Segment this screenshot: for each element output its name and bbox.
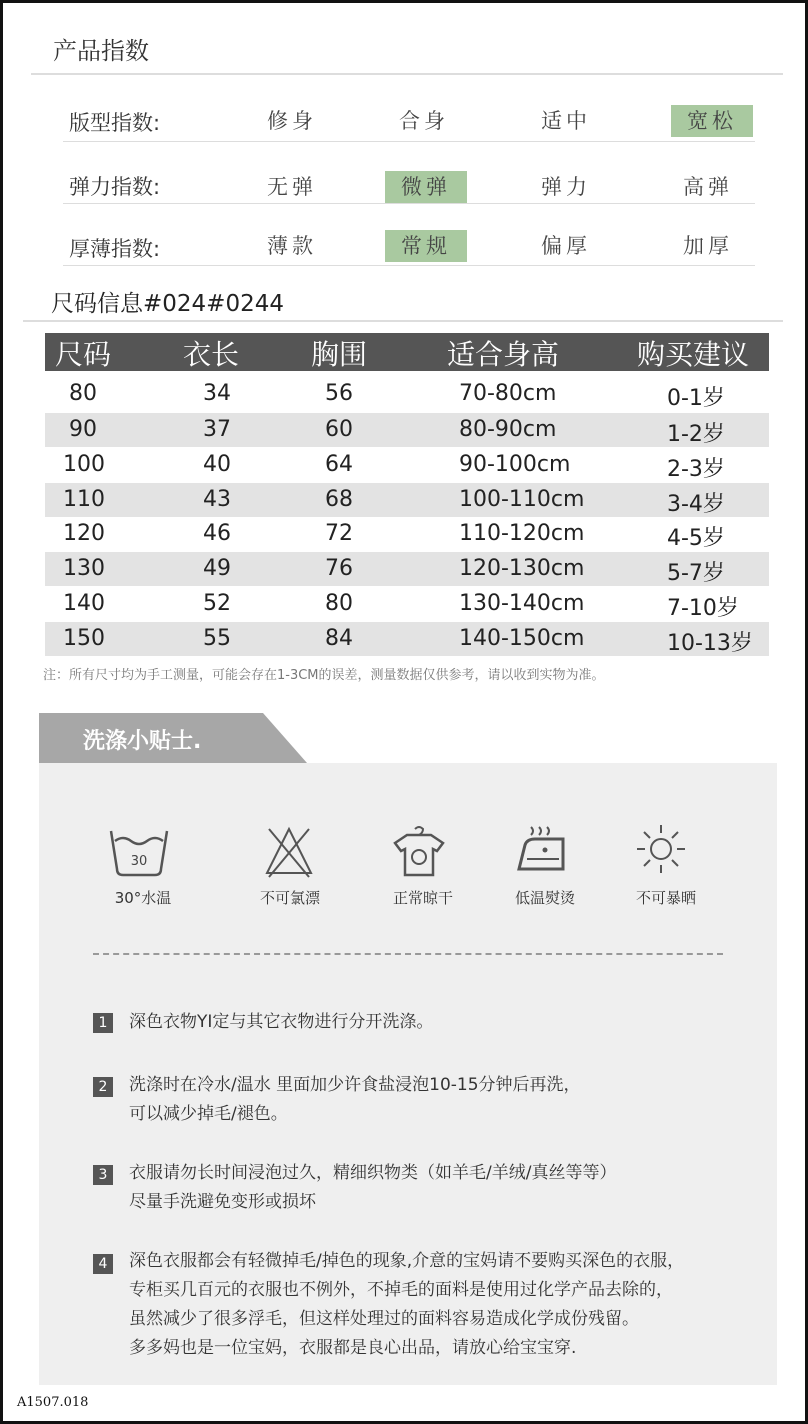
cell-length: 43 [203, 487, 231, 512]
header-advice: 购买建议 [637, 338, 750, 371]
size-table-header [45, 333, 769, 371]
cell-height: 100-110cm [459, 487, 585, 512]
divider [31, 73, 783, 75]
cell-length: 34 [203, 381, 231, 406]
cell-chest: 64 [325, 452, 353, 477]
cell-chest: 80 [325, 591, 353, 616]
no-sun-icon [629, 821, 693, 877]
header-size: 尺码 [55, 338, 112, 371]
tip-number: 2 [93, 1077, 113, 1097]
header-chest: 胸围 [311, 338, 368, 371]
hang-dry-label: 正常晾干 [392, 889, 453, 907]
elasticity-option-slight-selected: 微弹 [385, 171, 467, 203]
divider [23, 320, 783, 322]
washing-title: 洗涤小贴士. [83, 729, 202, 754]
thickness-index-label: 厚薄指数: [69, 237, 161, 261]
fit-option-regular: 合身 [399, 109, 449, 133]
tip-line: 多多妈也是一位宝妈，衣服都是良心出品，请放心给宝宝穿. [129, 1338, 577, 1358]
wash-30-label: 30°水温 [114, 889, 172, 907]
cell-height: 110-120cm [459, 521, 585, 546]
tip-1-text [129, 1008, 433, 1037]
header-length: 衣长 [183, 338, 240, 371]
cell-height: 120-130cm [459, 556, 585, 581]
table-row [45, 517, 769, 551]
table-row [45, 483, 769, 517]
thickness-option-thicker: 偏厚 [541, 234, 591, 258]
cell-size: 150 [63, 626, 105, 651]
cell-size: 80 [69, 381, 97, 406]
fit-option-moderate: 适中 [541, 109, 591, 133]
cell-chest: 56 [325, 381, 353, 406]
tip-line: 专柜买几百元的衣服也不例外，不掉毛的面料是使用过化学产品去除的， [129, 1280, 673, 1300]
wash-30-icon [107, 825, 171, 881]
tip-line: 洗涤时在冷水/温水 里面加少许食盐浸泡10-15分钟后再洗， [129, 1075, 581, 1095]
cell-size: 100 [63, 452, 105, 477]
cell-advice: 4-5岁 [667, 526, 725, 551]
tip-line: 深色衣服都会有轻微掉毛/掉色的现象,介意的宝妈请不要购买深色的衣服， [129, 1251, 685, 1271]
divider [63, 203, 755, 204]
no-bleach-label: 不可氯漂 [259, 889, 320, 907]
elasticity-index-label: 弹力指数: [69, 175, 161, 199]
tip-line: 尽量手洗避免变形或损坏 [129, 1192, 316, 1212]
table-row [45, 413, 769, 447]
cell-size: 90 [69, 417, 97, 442]
tip-line: 可以减少掉毛/褪色。 [129, 1104, 288, 1124]
divider [63, 265, 755, 266]
no-bleach-icon [257, 823, 321, 879]
cell-chest: 84 [325, 626, 353, 651]
cell-size: 110 [63, 487, 105, 512]
cell-advice: 10-13岁 [667, 631, 753, 656]
tip-3-text [129, 1159, 616, 1217]
cell-size: 140 [63, 591, 105, 616]
table-row [45, 448, 769, 482]
cell-size: 120 [63, 521, 105, 546]
table-row [45, 587, 769, 621]
measurement-note: 注：所有尺寸均为手工测量，可能会存在1-3CM的误差，测量数据仅供参考，请以收到实物为准。 [43, 668, 605, 683]
cell-chest: 68 [325, 487, 353, 512]
tip-number: 1 [93, 1013, 113, 1033]
tip-line: 虽然减少了很多浮毛，但这样处理过的面料容易造成化学成份残留。 [129, 1309, 639, 1329]
thickness-option-regular-selected: 常规 [385, 230, 467, 262]
cell-chest: 72 [325, 521, 353, 546]
table-row [45, 377, 769, 411]
low-iron-icon [513, 821, 577, 877]
table-row [45, 622, 769, 656]
wash-temp-number: 30 [130, 854, 148, 869]
cell-height: 130-140cm [459, 591, 585, 616]
cell-chest: 76 [325, 556, 353, 581]
tip-number: 3 [93, 1165, 113, 1185]
hang-dry-icon [387, 823, 451, 879]
cell-chest: 60 [325, 417, 353, 442]
product-index-title: 产品指数 [53, 37, 149, 65]
product-code: A1507.018 [17, 1395, 89, 1410]
tip-2-text [129, 1071, 581, 1129]
elasticity-option-stretch: 弹力 [541, 175, 591, 199]
cell-advice: 7-10岁 [667, 596, 739, 621]
divider [63, 141, 755, 142]
tip-number: 4 [93, 1254, 113, 1274]
header-height: 适合身高 [447, 338, 560, 371]
cell-advice: 0-1岁 [667, 386, 725, 411]
fit-option-loose-selected: 宽松 [671, 105, 753, 137]
cell-height: 90-100cm [459, 452, 571, 477]
fit-index-label: 版型指数: [69, 111, 161, 135]
elasticity-option-none: 无弹 [267, 175, 317, 199]
cell-advice: 5-7岁 [667, 561, 725, 586]
cell-height: 70-80cm [459, 381, 557, 406]
tip-4-text [129, 1247, 684, 1363]
tip-line: 衣服请勿长时间浸泡过久，精细织物类（如羊毛/羊绒/真丝等等） [129, 1163, 617, 1183]
no-sun-label: 不可暴晒 [635, 889, 696, 907]
cell-height: 140-150cm [459, 626, 585, 651]
cell-length: 40 [203, 452, 231, 477]
cell-advice: 3-4岁 [667, 492, 725, 517]
cell-length: 52 [203, 591, 231, 616]
table-row [45, 552, 769, 586]
dashed-divider [93, 953, 723, 955]
cell-height: 80-90cm [459, 417, 557, 442]
cell-advice: 2-3岁 [667, 457, 725, 482]
fit-option-slim: 修身 [267, 109, 317, 133]
cell-size: 130 [63, 556, 105, 581]
thickness-option-thick: 加厚 [683, 234, 733, 258]
cell-length: 49 [203, 556, 231, 581]
cell-advice: 1-2岁 [667, 422, 725, 447]
low-iron-label: 低温熨烫 [514, 889, 575, 907]
size-info-title: 尺码信息#024#0244 [51, 291, 284, 317]
elasticity-option-high: 高弹 [683, 175, 733, 199]
cell-length: 46 [203, 521, 231, 546]
thickness-option-thin: 薄款 [267, 234, 317, 258]
cell-length: 37 [203, 417, 231, 442]
cell-length: 55 [203, 626, 231, 651]
tip-line: 深色衣物YI定与其它衣物进行分开洗涤。 [129, 1012, 434, 1032]
